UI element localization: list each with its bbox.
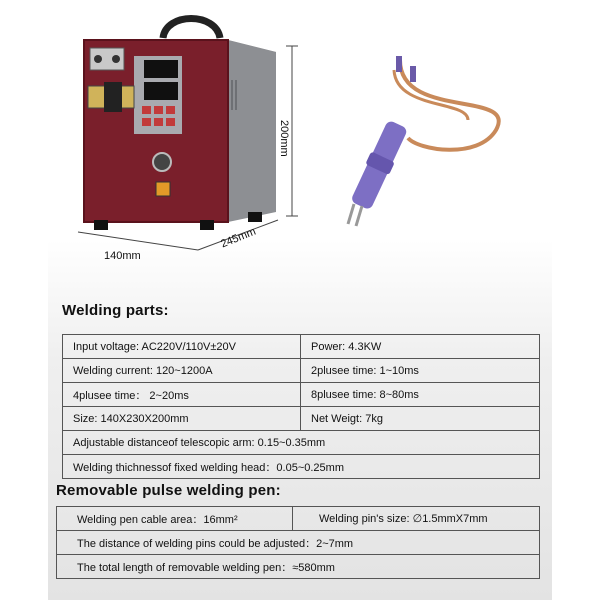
spec-cell: Power: 4.3KW: [301, 335, 540, 359]
pen-table: [56, 506, 540, 579]
width-dimension: 140mm: [104, 250, 141, 262]
table-row: [63, 383, 540, 407]
welding-parts-table: [62, 334, 540, 479]
table-row: [63, 407, 540, 431]
welding-parts-heading: Welding parts:: [62, 302, 169, 319]
spec-cell: Welding thichnessof fixed welding head：0.05~0.25mm: [63, 455, 540, 479]
spec-cell: The total length of removable welding pen：≈580mm: [57, 555, 540, 579]
spec-cell: Welding pin's size: ∅1.5mmX7mm: [293, 507, 540, 531]
table-row: [57, 507, 540, 531]
spec-cell: Welding pen cable area：16mm²: [57, 507, 293, 531]
product-illustration: [48, 0, 552, 300]
spec-cell: Net Weigt: 7kg: [301, 407, 540, 431]
table-row: [57, 555, 540, 579]
table-row: [63, 359, 540, 383]
pen-heading: Removable pulse welding pen:: [56, 482, 281, 499]
spec-cell: Welding current: 120~1200A: [63, 359, 301, 383]
spec-cell: The distance of welding pins could be adjusted：2~7mm: [57, 531, 540, 555]
depth-dimension: 245mm: [219, 225, 258, 251]
spec-cell: Size: 140X230X200mm: [63, 407, 301, 431]
table-row: [63, 335, 540, 359]
spec-cell: 8plusee time: 8~80ms: [301, 383, 540, 407]
height-dimension: 200mm: [278, 120, 290, 157]
spec-cell: Input voltage: AC220V/110V±20V: [63, 335, 301, 359]
spec-cell: 4plusee time： 2~20ms: [63, 383, 301, 407]
table-row: [63, 431, 540, 455]
table-row: [63, 455, 540, 479]
table-row: [57, 531, 540, 555]
spec-cell: 2plusee time: 1~10ms: [301, 359, 540, 383]
spec-cell: Adjustable distanceof telescopic arm: 0.15~0.35mm: [63, 431, 540, 455]
